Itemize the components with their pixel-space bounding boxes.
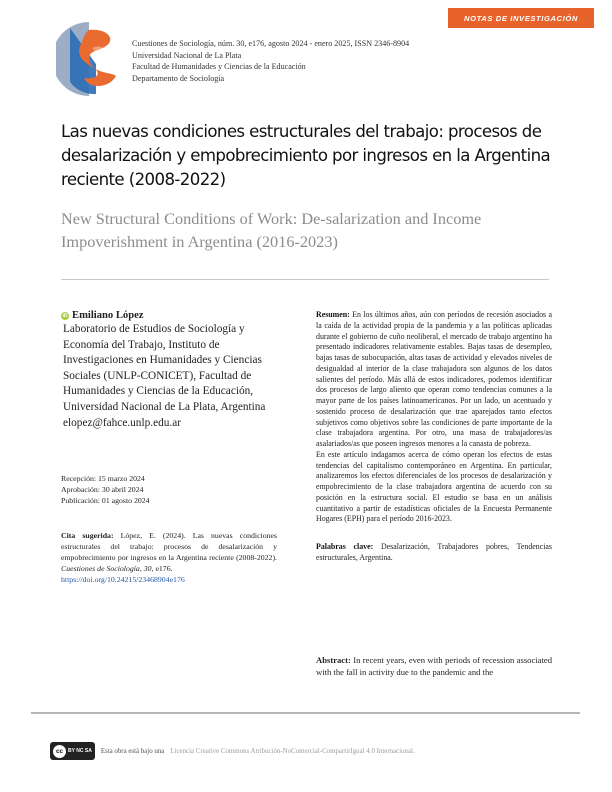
license-prefix: Esta obra está bajo una	[100, 747, 165, 755]
date-received: Recepción: 15 marzo 2024	[61, 474, 145, 483]
journal-info	[132, 38, 409, 84]
cc-logo: cc	[53, 745, 66, 758]
keywords	[316, 542, 552, 564]
abstract-english	[316, 654, 552, 679]
publication-dates	[61, 473, 150, 506]
section-badge: NOTAS DE INVESTIGACIÓN	[448, 8, 594, 28]
keywords-label: Palabras clave:	[316, 542, 374, 551]
abstract-en-label: Abstract:	[316, 655, 351, 665]
cc-license-icon[interactable]	[50, 742, 95, 760]
abstract-spanish	[316, 310, 552, 564]
orcid-icon[interactable]: iD	[62, 312, 68, 319]
abstract-en-text: In recent years, even with periods of recession associated with the fall in activity due to the pandemic and the	[316, 655, 552, 678]
journal-line: Universidad Nacional de La Plata	[132, 50, 242, 60]
abstract-text-1: En los últimos años, aún con períodos de recesión asociados a la caída de la actividad propia de la pandemia y a las políticas aplicadas durante el gobierno de cuño neoliberal, el mercado de trabajo argentino ha presentado indicadores relativamente estables. Bajas tasas de desempleo, bajas tasas de subocupación, altas tasas de actividad y elevados niveles de desigualdad al interior de la clase trabajadora son algunos de los datos salientes del período. Más allá de estos indicadores, podemos identificar dos procesos de largo aliento que operan como tendencias comunes a la mayor parte de los países latinoamericanos. Por un lado, un acentuado y sostenido proceso de desalarización que trae aparejados tanto efectos subjetivos como objetivos sobre las condiciones de parte importante de la clase trabajadora argentina. Por otro, una masa de trabajadores/as asalariados/as que poseen ingresos menores a la canasta de pobreza.	[316, 310, 552, 448]
doi-link[interactable]: https://doi.org/10.24215/23468904e176	[61, 574, 185, 584]
citation-page: e176.	[155, 563, 173, 573]
citation-label: Cita sugerida:	[61, 531, 114, 540]
author-block	[61, 310, 291, 431]
license-footer	[50, 742, 415, 760]
suggested-citation	[61, 531, 277, 586]
article-title-spanish: Las nuevas condiciones estructurales del trabajo: procesos de desalarización y empobrecimiento por ingresos en la Argentina reciente (2008-2022)	[61, 122, 551, 189]
author-name-row	[61, 310, 291, 321]
author-name: Emiliano López	[72, 310, 144, 321]
abstract-label: Resumen:	[316, 310, 350, 319]
article-title-english: New Structural Conditions of Work: De-salarization and Income Impoverishment in Argentina (2016-2023)	[61, 209, 482, 251]
date-approved: Aprobación: 30 abril 2024	[61, 485, 144, 494]
author-affiliation	[61, 322, 291, 431]
date-published: Publicación: 01 agosto 2024	[61, 496, 150, 505]
journal-line: Facultad de Humanidades y Ciencias de la Educación	[132, 62, 306, 72]
author-email[interactable]: elopez@fahce.unlp.edu.ar	[63, 416, 181, 429]
journal-logo	[56, 22, 122, 96]
abstract-part-2: En este artículo indagamos acerca de cómo operan los efectos de estas tendencias del capitalismo contemporáneo en Argentina. En particular, analizaremos los efectos diferenciales de los procesos de desalarización y empobrecimiento de la clase trabajadora argentina de acuerdo con su posición en la estructura social. El estudio se basa en un análisis cuantitativo a partir de estadísticas oficiales de la Encuesta Permanente Hogares (EPH) para el período 2016-2023.	[316, 449, 552, 524]
affiliation-text: Laboratorio de Estudios de Sociología y Economía del Trabajo, Instituto de Investigaciones en Humanidades y Ciencias Sociales (UNLP-CONICET), Facultad de Humanidades y Ciencias de la Educación, Universidad Nacional de La Plata, Argentina	[63, 323, 266, 413]
cc-terms: BY NC SA	[68, 748, 92, 754]
citation-journal: Cuestiones de Sociología, 30,	[61, 563, 154, 573]
title-divider	[61, 279, 549, 280]
license-link[interactable]: Licencia Creative Commons Atribución-NoComercial-CompartirIgual 4.0 Internacional.	[170, 747, 415, 755]
abstract-part-1	[316, 310, 552, 450]
journal-line: Departamento de Sociología	[132, 73, 225, 83]
journal-line: Cuestiones de Sociología, núm. 30, e176, agosto 2024 - enero 2025, ISSN 2346-8904	[132, 39, 410, 48]
footer-divider	[31, 712, 580, 714]
citation-text: López, E. (2024). Las nuevas condiciones estructurales del trabajo: procesos de desalarización y empobrecimiento por ingresos en la Argentina reciente (2008-2022).	[61, 531, 277, 562]
keywords-text: Desalarización, Trabajadores pobres, Tendencias estructurales, Argentina.	[316, 542, 552, 562]
